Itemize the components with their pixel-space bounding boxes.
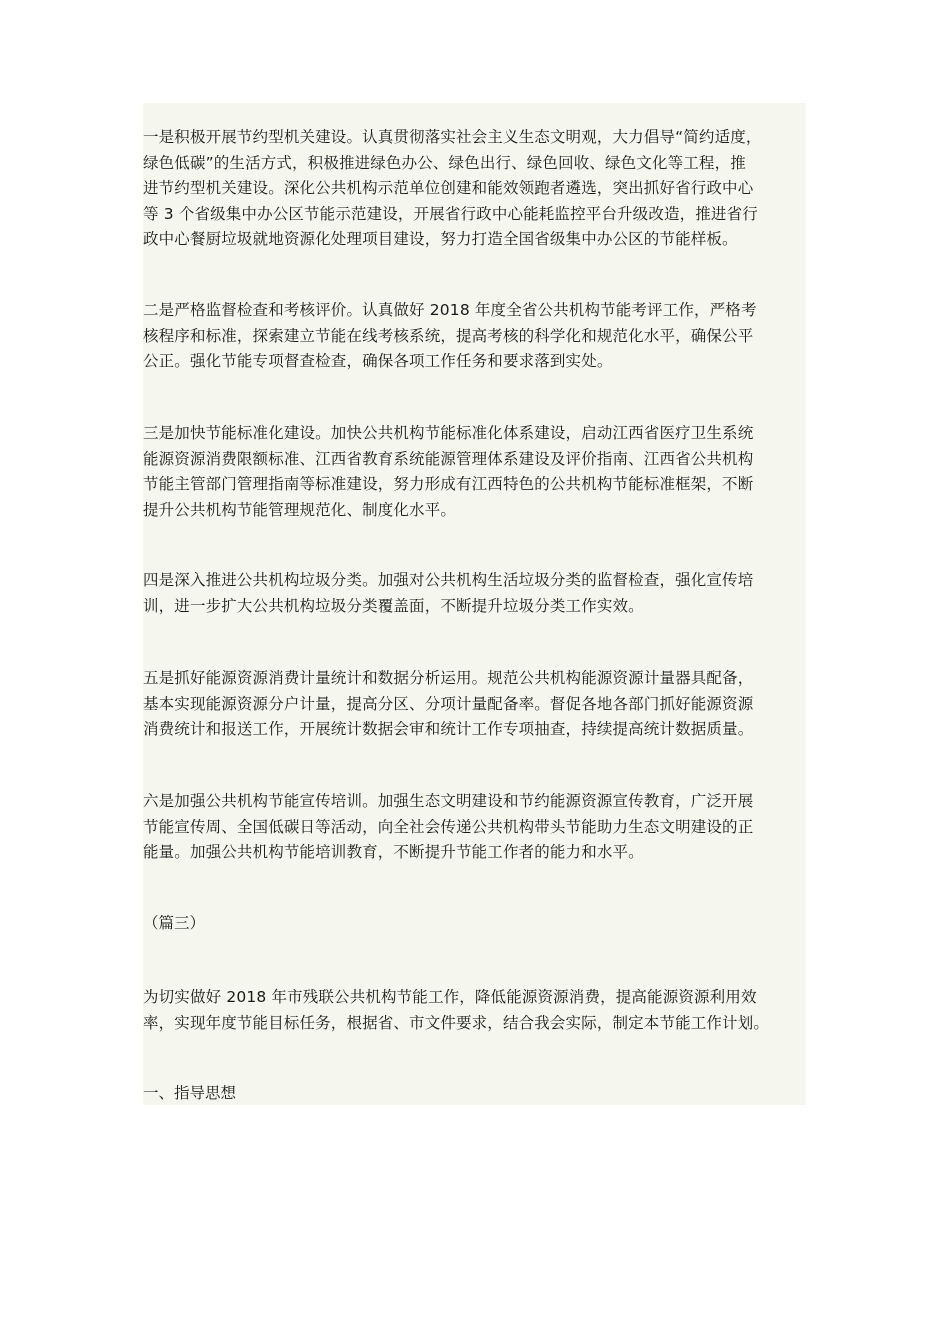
text-line: 能源资源消费限额标准、江西省教育系统能源管理体系建设及评价指南、江西省公共机构	[143, 449, 754, 468]
paragraph-supervision-assessment	[143, 298, 806, 375]
paragraph-energy-saving-agency	[143, 125, 806, 253]
text-line: 四是深入推进公共机构垃圾分类。加强对公共机构生活垃圾分类的监督检查，强化宣传培	[143, 571, 754, 589]
text-line: 进节约型机关建设。深化公共机构示范单位创建和能效领跑者遴选，突出抓好省行政中心	[143, 179, 754, 197]
text-line: 为切实做好 2018 年市残联公共机构节能工作，降低能源资源消费，提高能源资源利用效	[143, 988, 757, 1006]
paragraph-waste-sorting	[143, 568, 806, 619]
text-line: 二是严格监督检查和考核评价。认真做好 2018 年度全省公共机构节能考评工作，严格考	[143, 301, 757, 319]
paragraph-publicity-training	[143, 789, 806, 866]
text-line: 节能宣传周、全国低碳日等活动，向全社会传递公共机构带头节能助力生态文明建设的正	[143, 817, 754, 836]
text-line: 消费统计和报送工作，开展统计数据会审和统计工作专项抽查，持续提高统计数据质量。	[143, 720, 754, 738]
section-heading-guiding-ideology: 一、指导思想	[143, 1084, 237, 1102]
text-line: 六是加强公共机构节能宣传培训。加强生态文明建设和节约能源资源宣传教育，广泛开展	[143, 792, 754, 810]
text-line: 提升公共机构节能管理规范化、制度化水平。	[143, 500, 457, 519]
text-line: 公正。强化节能专项督查检查，确保各项工作任务和要求落到实处。	[143, 352, 613, 370]
text-line: 一是积极开展节约型机关建设。认真贯彻落实社会主义生态文明观，大力倡导“简约适度，	[143, 128, 762, 146]
section-label-part-three: （篇三）	[143, 914, 206, 932]
text-line: 政中心餐厨垃圾就地资源化处理项目建设，努力打造全国省级集中办公区的节能样板。	[143, 230, 738, 248]
text-line: 能量。加强公共机构节能培训教育，不断提升节能工作者的能力和水平。	[143, 843, 644, 861]
text-line: 五是抓好能源资源消费计量统计和数据分析运用。规范公共机构能源资源计量器具配备，	[143, 669, 754, 687]
text-line: 率，实现年度节能目标任务，根据省、市文件要求，结合我会实际，制定本节能工作计划。	[143, 1013, 770, 1032]
paragraph-standardization	[143, 421, 806, 523]
paragraph-metering-statistics	[143, 666, 806, 743]
text-line: 绿色低碳”的生活方式，积极推进绿色办公、绿色出行、绿色回收、绿色文化等工程，推	[143, 153, 746, 172]
text-line: 等 3 个省级集中办公区节能示范建设，开展省行政中心能耗监控平台升级改造，推进省行	[143, 204, 758, 223]
paragraph-work-plan-intro	[143, 985, 806, 1036]
text-line: 节能主管部门管理指南等标准建设，努力形成有江西特色的公共机构节能标准框架，不断	[143, 475, 754, 493]
text-line: 训，进一步扩大公共机构垃圾分类覆盖面，不断提升垃圾分类工作实效。	[143, 596, 644, 615]
text-line: 基本实现能源资源分户计量，提高分区、分项计量配备率。督促各地各部门抓好能源资源	[143, 694, 754, 713]
text-line: 核程序和标准，探索建立节能在线考核系统，提高考核的科学化和规范化水平，确保公平	[143, 326, 754, 345]
text-line: 三是加快节能标准化建设。加快公共机构节能标准化体系建设，启动江西省医疗卫生系统	[143, 424, 754, 442]
